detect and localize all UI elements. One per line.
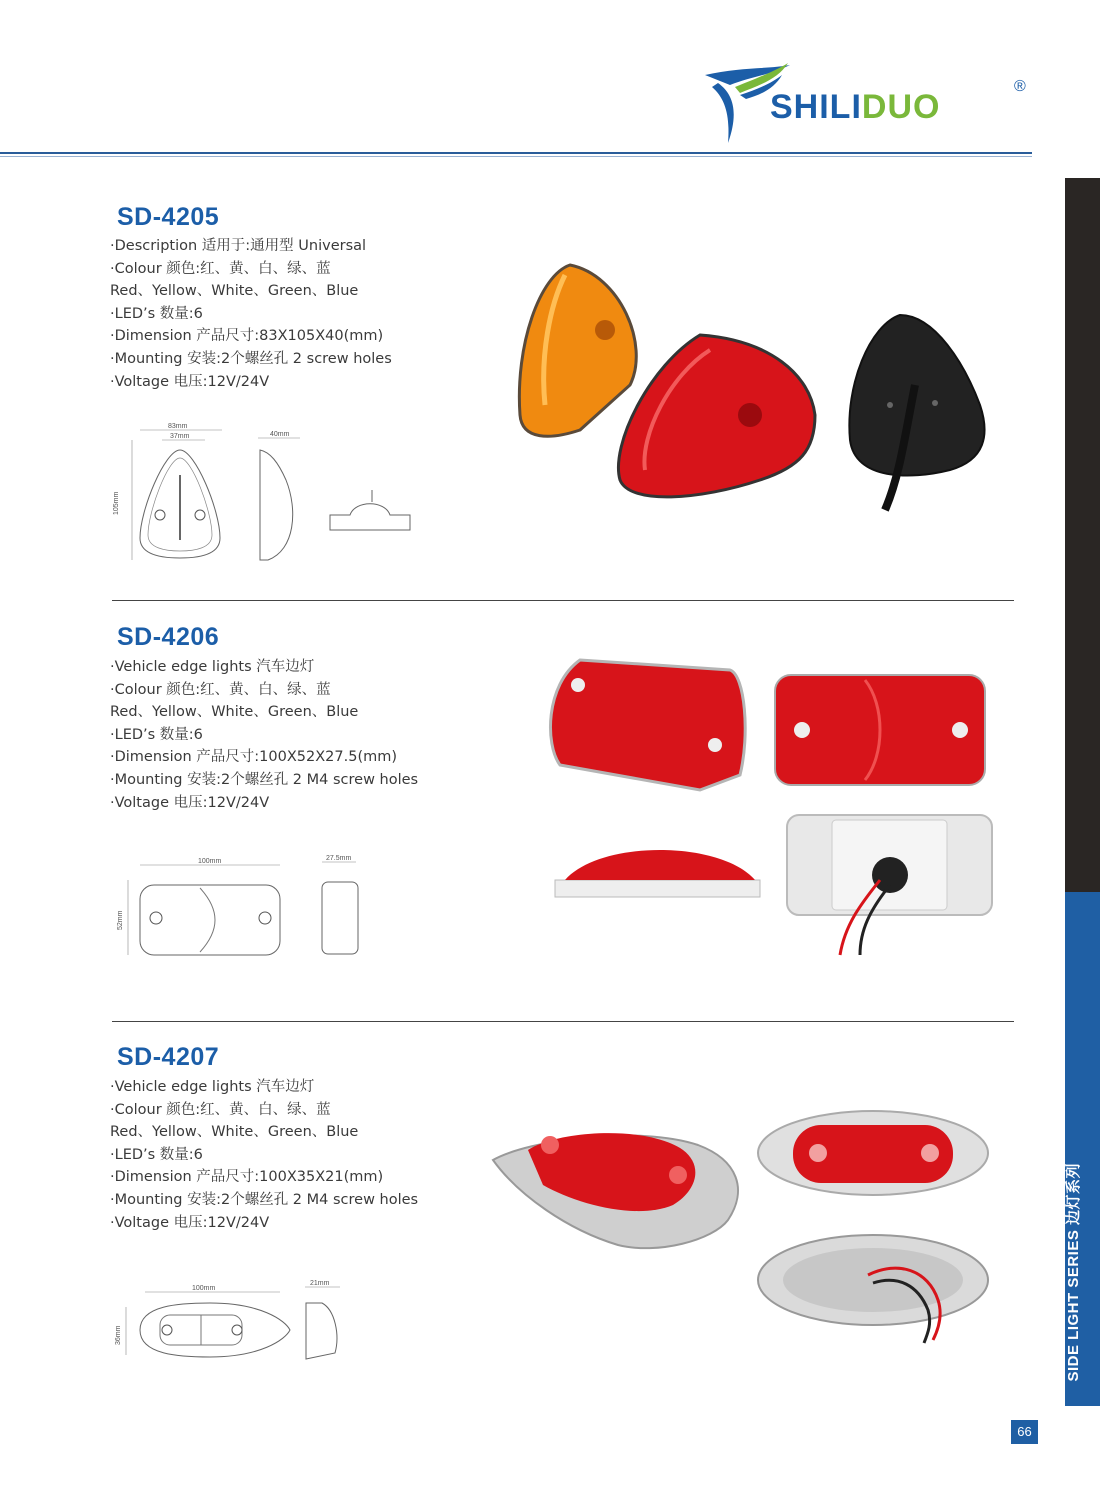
dim-depth-label: 21mm: [310, 1280, 330, 1287]
brand-name-part1: SHILI: [770, 88, 862, 126]
product-photo-red-oval-chrome: [488, 1105, 1008, 1345]
dim-height-label: 52mm: [117, 910, 124, 930]
page-number: 66: [1011, 1420, 1038, 1444]
spec-list: [110, 656, 418, 814]
sidebar-dark-band: [1065, 178, 1100, 892]
registered-mark: ®: [1014, 78, 1026, 95]
sidebar-label: [1065, 892, 1100, 1392]
product-title: SD-4206: [117, 623, 220, 651]
spec-line: ·LED’s 数量:6: [110, 305, 203, 322]
spec-line: ·Dimension 产品尺寸:83X105X40(mm): [110, 328, 384, 345]
spec-line: ·Vehicle edge lights 汽车边灯: [110, 1079, 315, 1095]
spec-line: ·Voltage 电压:12V/24V: [110, 794, 270, 811]
spec-line: ·Mounting 安装:2个螺丝孔 2 M4 screw holes: [110, 1191, 419, 1208]
spec-line: Red、Yellow、White、Green、Blue: [110, 704, 359, 721]
section-divider: [112, 600, 1014, 601]
dim-height-label: 36mm: [115, 1325, 122, 1345]
brand-name-part2: DUO: [861, 88, 941, 126]
spec-line: ·LED’s 数量:6: [110, 726, 203, 743]
dim-depth-label: 40mm: [270, 431, 290, 438]
spec-list: [110, 235, 392, 393]
header-rule-thin: [0, 156, 1032, 157]
header-rule: [0, 152, 1032, 154]
spec-line: ·Dimension 产品尺寸:100X35X21(mm): [110, 1169, 384, 1186]
dim-height-label: 105mm: [113, 491, 120, 515]
spec-line: ·Voltage 电压:12V/24V: [110, 1214, 270, 1231]
spec-line: ·Colour 颜色:红、黄、白、绿、蓝: [110, 681, 331, 698]
dim-width-label: 83mm: [168, 423, 188, 430]
spec-line: ·Mounting 安装:2个螺丝孔 2 screw holes: [110, 350, 392, 367]
technical-drawing: [110, 850, 370, 965]
dim-inner-label: 37mm: [170, 433, 190, 440]
spec-line: Red、Yellow、White、Green、Blue: [110, 1124, 359, 1141]
spec-line: ·Dimension 产品尺寸:100X52X27.5(mm): [110, 749, 398, 766]
product-photo-red-rectangular: [540, 645, 1010, 960]
product-title: SD-4207: [117, 1043, 220, 1071]
spec-list: [110, 1076, 418, 1234]
dim-depth-label: 27.5mm: [326, 855, 352, 862]
technical-drawing: [110, 1275, 370, 1370]
spec-line: ·Colour 颜色:红、黄、白、绿、蓝: [110, 260, 331, 277]
spec-line: ·LED’s 数量:6: [110, 1146, 203, 1163]
sidebar-label-text: SIDE LIGHT SERIES 边灯系列: [1064, 1162, 1082, 1382]
brand-name: [770, 88, 940, 127]
dim-width-label: 100mm: [192, 1285, 216, 1292]
dim-width-label: 100mm: [198, 858, 222, 865]
spec-line: ·Voltage 电压:12V/24V: [110, 373, 270, 390]
spec-line: ·Colour 颜色:红、黄、白、绿、蓝: [110, 1101, 331, 1118]
technical-drawing: [110, 420, 440, 570]
product-title: SD-4205: [117, 203, 220, 231]
spec-line: ·Description 适用于:通用型 Universal: [110, 238, 367, 254]
spec-line: Red、Yellow、White、Green、Blue: [110, 283, 359, 300]
section-divider: [112, 1021, 1014, 1022]
spec-line: ·Mounting 安装:2个螺丝孔 2 M4 screw holes: [110, 771, 419, 788]
product-photo-amber-red-black: [510, 255, 1010, 525]
spec-line: ·Vehicle edge lights 汽车边灯: [110, 659, 315, 675]
